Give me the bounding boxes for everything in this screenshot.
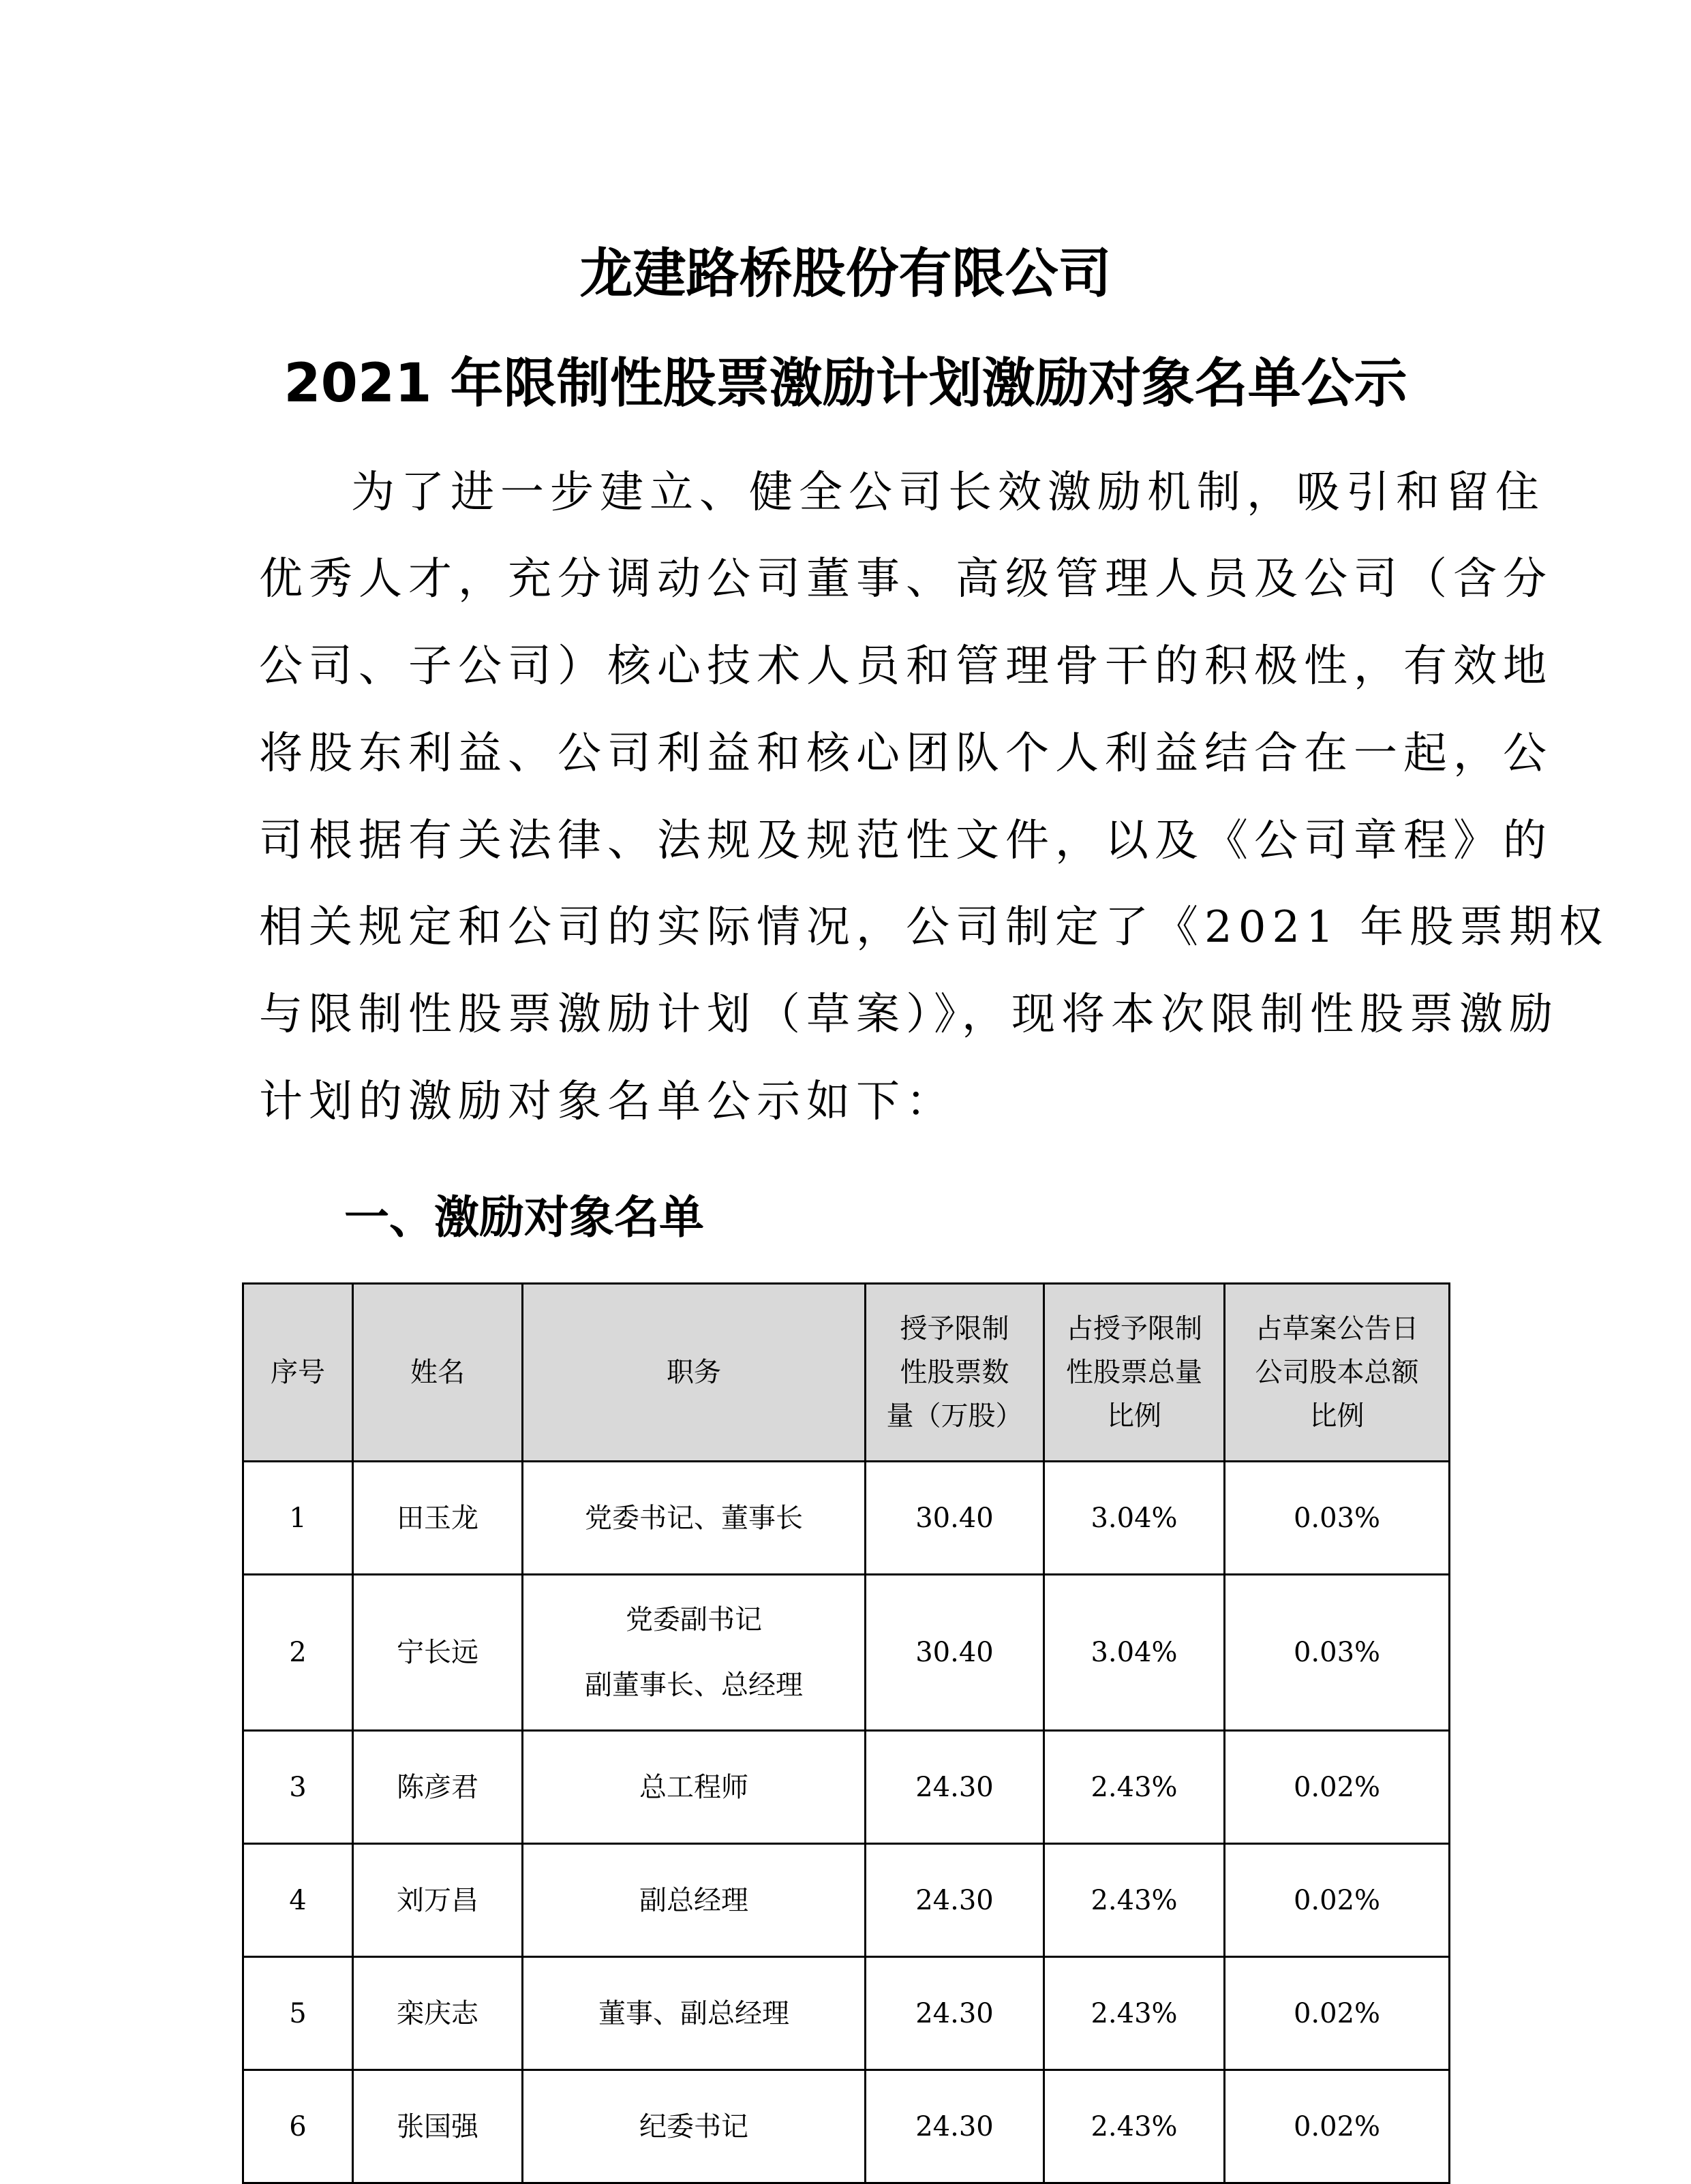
cell-pct-grant: 2.43% xyxy=(1044,1844,1225,1957)
cell-seq: 5 xyxy=(243,1957,353,2070)
document-title-notice: 2021 年限制性股票激励计划激励对象名单公示 xyxy=(284,353,1407,414)
cell-pct-grant: 2.43% xyxy=(1044,2070,1225,2183)
table-row xyxy=(243,1462,1450,1575)
document-title-company: 龙建路桥股份有限公司 xyxy=(579,243,1112,305)
cell-position: 纪委书记 xyxy=(523,2070,866,2183)
header-pct-capital: 占草案公告日 公司股本总额 比例 xyxy=(1225,1284,1450,1462)
incentive-recipients-table xyxy=(242,1282,1450,2184)
cell-shares: 24.30 xyxy=(866,1957,1044,2070)
table-row xyxy=(243,1731,1450,1844)
intro-line: 公司、子公司）核心技术人员和管理骨干的积极性，有效地 xyxy=(259,641,1553,692)
cell-seq: 3 xyxy=(243,1731,353,1844)
intro-line: 与限制性股票激励计划（草案）》，现将本次限制性股票激励 xyxy=(259,989,1559,1040)
table-row xyxy=(243,2070,1450,2183)
cell-shares: 24.30 xyxy=(866,2070,1044,2183)
cell-pct-capital: 0.03% xyxy=(1225,1575,1450,1731)
table-header-row xyxy=(243,1284,1450,1462)
cell-position: 董事、副总经理 xyxy=(523,1957,866,2070)
cell-shares: 24.30 xyxy=(866,1731,1044,1844)
section-heading: 一、激励对象名单 xyxy=(344,1191,704,1244)
cell-position: 副总经理 xyxy=(523,1844,866,1957)
cell-pct-grant: 3.04% xyxy=(1044,1575,1225,1731)
header-pct-grant: 占授予限制 性股票总量 比例 xyxy=(1044,1284,1225,1462)
cell-pct-capital: 0.02% xyxy=(1225,1957,1450,2070)
table-row xyxy=(243,1844,1450,1957)
cell-name: 刘万昌 xyxy=(353,1844,523,1957)
cell-seq: 2 xyxy=(243,1575,353,1731)
header-position: 职务 xyxy=(523,1284,866,1462)
table-row xyxy=(243,1957,1450,2070)
cell-pct-grant: 3.04% xyxy=(1044,1462,1225,1575)
cell-position: 总工程师 xyxy=(523,1731,866,1844)
cell-seq: 4 xyxy=(243,1844,353,1957)
cell-seq: 6 xyxy=(243,2070,353,2183)
cell-pct-capital: 0.02% xyxy=(1225,1844,1450,1957)
intro-line: 为了进一步建立、健全公司长效激励机制，吸引和留住 xyxy=(351,467,1545,518)
cell-position: 党委副书记 副董事长、总经理 xyxy=(523,1575,866,1731)
intro-line: 司根据有关法律、法规及规范性文件，以及《公司章程》的 xyxy=(259,816,1553,866)
intro-line: 相关规定和公司的实际情况，公司制定了《2021 年股票期权 xyxy=(259,902,1609,953)
cell-pct-grant: 2.43% xyxy=(1044,1731,1225,1844)
cell-pct-capital: 0.03% xyxy=(1225,1462,1450,1575)
cell-pct-capital: 0.02% xyxy=(1225,1731,1450,1844)
header-name: 姓名 xyxy=(353,1284,523,1462)
table-row xyxy=(243,1575,1450,1731)
cell-name: 陈彦君 xyxy=(353,1731,523,1844)
intro-paragraph xyxy=(0,450,1691,1158)
intro-line: 计划的激励对象名单公示如下： xyxy=(259,1077,956,1127)
cell-seq: 1 xyxy=(243,1462,353,1575)
cell-pct-capital: 0.02% xyxy=(1225,2070,1450,2183)
cell-pct-grant: 2.43% xyxy=(1044,1957,1225,2070)
intro-line: 优秀人才，充分调动公司董事、高级管理人员及公司（含分 xyxy=(259,554,1553,604)
cell-shares: 24.30 xyxy=(866,1844,1044,1957)
header-shares: 授予限制 性股票数 量（万股） xyxy=(866,1284,1044,1462)
cell-name: 张国强 xyxy=(353,2070,523,2183)
intro-line: 将股东利益、公司利益和核心团队个人利益结合在一起，公 xyxy=(259,728,1553,779)
cell-shares: 30.40 xyxy=(866,1462,1044,1575)
cell-name: 宁长远 xyxy=(353,1575,523,1731)
cell-name: 栾庆志 xyxy=(353,1957,523,2070)
cell-position: 党委书记、董事长 xyxy=(523,1462,866,1575)
header-seq: 序号 xyxy=(243,1284,353,1462)
cell-shares: 30.40 xyxy=(866,1575,1044,1731)
cell-name: 田玉龙 xyxy=(353,1462,523,1575)
